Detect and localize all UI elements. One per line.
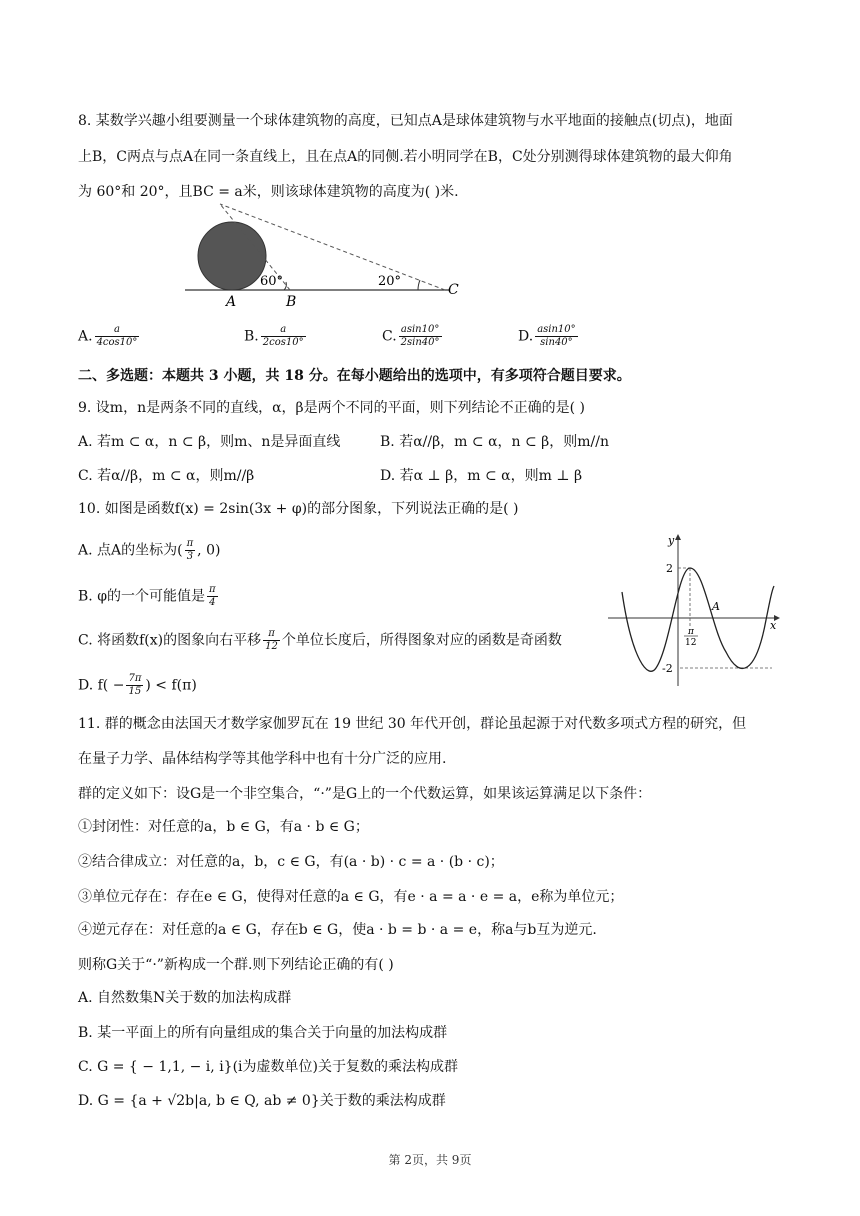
q11-option-a: A. 自然数集N关于数的加法构成群: [78, 990, 292, 1006]
q10-option-a: A. 点A的坐标为( $\frac{\pi}{3}$ , 0): [78, 538, 221, 562]
q11-conclusion: 则称G关于“·”新构成一个群.则下列结论正确的有( ): [78, 957, 394, 973]
point-label-c: C: [448, 282, 459, 298]
page-footer: 第 2页，共 9页: [388, 1153, 472, 1167]
q8-line-2: 上B，C两点与点A在同一条直线上，且在点A的同侧.若小明同学在B，C处分别测得球体建筑物的最大仰角: [78, 149, 733, 165]
q11-option-d: D. G = {a + √2b|a, b ∈ Q, ab ≠ 0}关于数的乘法构成群: [78, 1093, 446, 1109]
q9-option-b: B. 若α//β，m ⊂ α，n ⊂ β，则m//n: [380, 434, 609, 450]
tick-denominator: 12: [685, 638, 697, 648]
q10-option-c: C. 将函数f(x)的图象向右平移 $\frac{\pi}{12}$ 个单位长度后，所得图象对应的函数是奇函数: [78, 628, 562, 652]
y-axis-arrow: [675, 534, 681, 540]
angle-arc-c: [418, 280, 420, 290]
q8-sphere-figure: [180, 196, 470, 308]
q11-condition-1: ①封闭性：对任意的a，b ∈ G，有a · b ∈ G；: [78, 819, 369, 835]
sine-curve: [622, 568, 774, 671]
q11-condition-3: ③单位元存在：存在e ∈ G，使得对任意的a ∈ G，有e · a = a · e = a，e称为单位元；: [78, 889, 624, 905]
q9-option-d: D. 若α ⊥ β，m ⊂ α，则m ⊥ β: [380, 468, 583, 484]
section-2-heading: 二、多选题：本题共 3 小题，共 18 分。在每小题给出的选项中，有多项符合题目要求。: [78, 368, 631, 384]
q8-line-3: 为 60°和 20°，且BC = a米，则该球体建筑物的高度为( )米.: [78, 184, 459, 200]
q8-option-c: C. $\frac{asin10^\circ}{2\sin 40^\circ}$: [382, 324, 440, 348]
x-axis-label: x: [770, 619, 777, 632]
sphere: [198, 222, 266, 290]
y-max-label: 2: [666, 562, 673, 575]
q11-definition: 群的定义如下：设G是一个非空集合，“·”是G上的一个代数运算，如果该运算满足以下条件：: [78, 786, 652, 802]
q11-line-1: 11. 群的概念由法国天才数学家伽罗瓦在 19 世纪 30 年代开创，群论虽起源于对代数多项式方程的研究，但: [78, 716, 747, 732]
q9-option-c: C. 若α//β，m ⊂ α，则m//β: [78, 468, 255, 484]
q10-option-d: D. f( − $\frac{7\pi}{15}$ ) < f(π): [78, 673, 197, 697]
point-label-b: B: [286, 294, 297, 308]
y-axis-label: y: [668, 534, 675, 547]
q10-sine-graph: [608, 530, 782, 690]
q10-stem: 10. 如图是函数f(x) = 2sin(3x + φ)的部分图象，下列说法正确的是( ): [78, 501, 519, 517]
q11-option-b: B. 某一平面上的所有向量组成的集合关于向量的加法构成群: [78, 1025, 448, 1041]
point-label-a: A: [226, 294, 237, 308]
q9-stem: 9. 设m，n是两条不同的直线，α，β是两个不同的平面，则下列结论不正确的是( ): [78, 400, 586, 416]
angle-label-b: 60°: [260, 274, 284, 289]
q8-option-a: A. $\frac{a}{4\cos 10^\circ}$: [78, 324, 138, 348]
y-min-label: -2: [662, 662, 673, 675]
tick-numerator: π: [688, 627, 694, 637]
angle-label-c: 20°: [378, 274, 402, 289]
q10-option-b: B. φ的一个可能值是 $\frac{\pi}{4}$: [78, 584, 216, 608]
q11-condition-4: ④逆元存在：对任意的a ∈ G，存在b ∈ G，使a · b = b · a = e，称a与b互为逆元.: [78, 922, 597, 938]
q11-condition-2: ②结合律成立：对任意的a，b，c ∈ G，有(a · b) · c = a · (b · c)；: [78, 854, 504, 870]
point-a-label: A: [712, 600, 720, 613]
q11-line-2: 在量子力学、晶体结构学等其他学科中也有十分广泛的应用.: [78, 751, 447, 767]
q9-option-a: A. 若m ⊂ α，n ⊂ β，则m、n是异面直线: [78, 434, 341, 450]
q8-option-b: B. $\frac{a}{2\cos 10^\circ}$: [244, 324, 304, 348]
q8-option-d: D. $\frac{asin10^\circ}{\sin 40^\circ}$: [518, 324, 576, 348]
q11-option-c: C. G = { − 1,1, − i, i}(i为虚数单位)关于复数的乘法构成群: [78, 1059, 458, 1075]
q8-line-1: 8. 某数学兴趣小组要测量一个球体建筑物的高度，已知点A是球体建筑物与水平地面的接触点(切点)，地面: [78, 113, 733, 129]
